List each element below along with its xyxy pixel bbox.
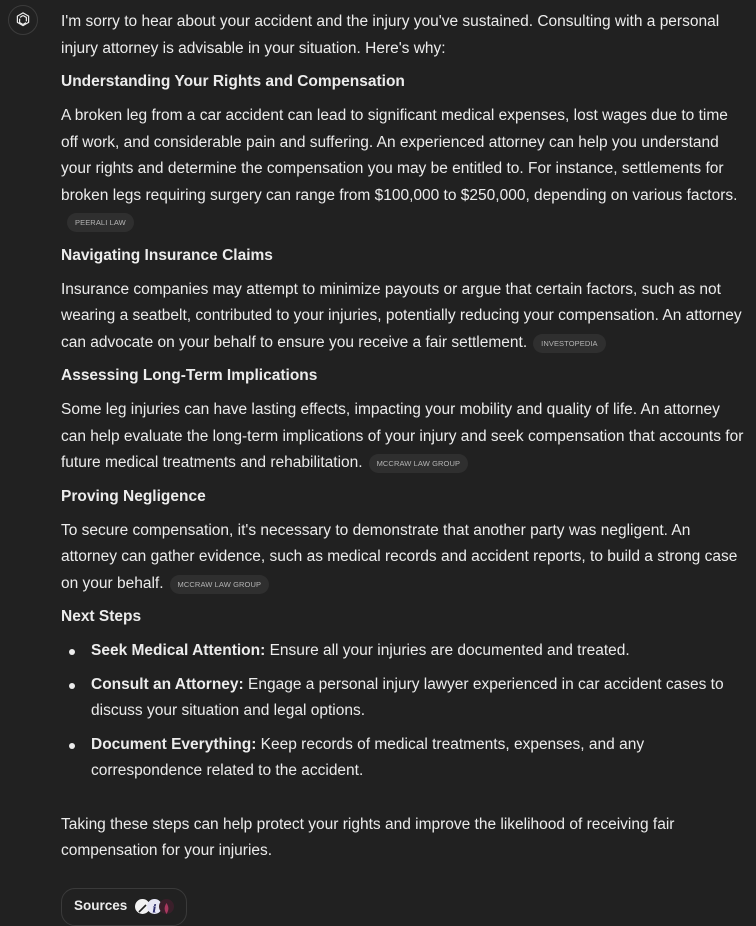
assistant-message — [61, 9, 747, 926]
closing-paragraph: Taking these steps can help protect your rights and improve the likelihood of receiving fair compensation for your injuries. — [61, 815, 675, 859]
list-item: Consult an Attorney: Engage a personal injury lawyer experienced in car accident cases to discuss your situation and legal options. — [61, 672, 747, 725]
section-heading: Next Steps — [61, 608, 142, 625]
citation-chip[interactable]: PEERALI LAW — [67, 213, 134, 232]
citation-chip[interactable]: INVESTOPEDIA — [533, 334, 606, 353]
section-rights — [61, 69, 747, 236]
openai-logo-icon — [14, 11, 32, 29]
bullet-icon — [69, 743, 75, 749]
sources-button[interactable] — [61, 888, 187, 926]
intro-paragraph: I'm sorry to hear about your accident and the injury you've sustained. Consulting with a personal injury attorney is advisable in your situation. Here's why: — [61, 13, 720, 57]
svg-text:i: i — [152, 902, 157, 916]
section-body: A broken leg from a car accident can lead to significant medical expenses, lost wages due to time off work, and considerable pain and suffering. An experienced attorney can help you understand your rights and determine the compensation you may be entitled to. For instance, settlements for broken legs requiring surgery can range from $100,000 to $250,000, depending on various factors.PEERALI LAW — [61, 103, 747, 236]
assistant-avatar — [8, 5, 38, 35]
list-item: Seek Medical Attention: Ensure all your injuries are documented and treated. — [61, 638, 747, 665]
section-body: To secure compensation, it's necessary to demonstrate that another party was negligent. An attorney can gather evidence, such as medical records and accident reports, to build a strong case on your behalf. MCCRAW LAW GROUP — [61, 521, 738, 592]
sources-label: Sources — [74, 898, 128, 914]
section-insurance — [61, 243, 747, 357]
section-next-steps — [61, 604, 747, 785]
bullet-icon — [69, 683, 75, 689]
section-long-term — [61, 363, 747, 477]
section-body: Some leg injuries can have lasting effects, impacting your mobility and quality of life. An attorney can help evaluate the long-term implications of your injury and seek compensation that accounts for future medical treatments and rehabilitation. MCCRAW LAW GROUP — [61, 401, 744, 471]
next-steps-list — [61, 638, 747, 785]
list-item: Document Everything: Keep records of medical treatments, expenses, and any correspondence related to the accident. — [61, 732, 747, 785]
section-heading: Navigating Insurance Claims — [61, 246, 273, 264]
section-negligence — [61, 484, 747, 598]
section-heading: Understanding Your Rights and Compensation — [61, 73, 405, 90]
citation-chip[interactable]: MCCRAW LAW GROUP — [170, 575, 270, 594]
section-body: Insurance companies may attempt to minimize payouts or argue that certain factors, such as not wearing a seatbelt, contributed to your injuries, potentially reducing your compensation. An attorney can advocate on your behalf to ensure you receive a fair settlement. INVESTOPEDIA — [61, 280, 742, 351]
bullet-icon — [69, 649, 75, 655]
section-heading: Proving Negligence — [61, 487, 206, 505]
citation-chip[interactable]: MCCRAW LAW GROUP — [369, 454, 469, 473]
section-heading: Assessing Long-Term Implications — [61, 367, 318, 384]
source-favicon-icon — [159, 899, 174, 914]
